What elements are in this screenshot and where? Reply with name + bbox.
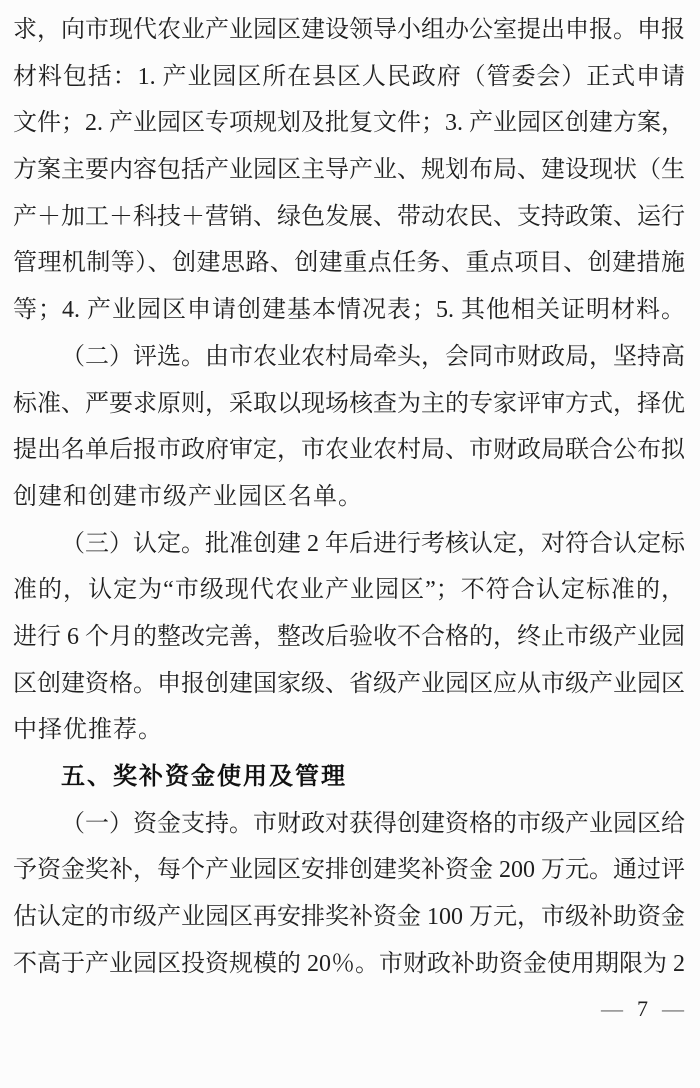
paragraph-start-line-rending: （三）认定。批准创建 2 年后进行考核认定，对符合认定标	[61, 530, 685, 557]
text-line: 材料包括：1. 产业园区所在县区人民政府（管委会）正式申请	[13, 63, 685, 90]
text-line: 产＋加工＋科技＋营销、绿色发展、带动农民、支持政策、运行	[13, 203, 685, 230]
text-line: 管理机制等）、创建思路、创建重点任务、重点项目、创建措施	[13, 250, 685, 277]
paragraph-start-line-pingxuan: （二）评选。由市农业农村局牵头，会同市财政局，坚持高	[61, 343, 685, 370]
footer-dash-right: —	[662, 996, 684, 1021]
text-line: 估认定的市级产业园区再安排奖补资金 100 万元，市级补助资金	[13, 904, 685, 931]
text-line: 进行 6 个月的整改完善，整改后验收不合格的，终止市级产业园	[13, 623, 685, 650]
footer-dash-left: —	[601, 996, 623, 1021]
page-footer	[601, 997, 684, 1021]
text-line: 区创建资格。申报创建国家级、省级产业园区应从市级产业园区	[13, 670, 685, 697]
text-line: 准的，认定为“市级现代农业产业园区”；不符合认定标准的，	[13, 577, 685, 604]
paragraph-end-line: 创建和创建市级产业园区名单。	[13, 483, 363, 510]
text-line: 求，向市现代农业产业园区建设领导小组办公室提出申报。申报	[13, 17, 685, 43]
text-line: 予资金奖补，每个产业园区安排创建奖补资金 200 万元。通过评	[13, 857, 685, 884]
paragraph-end-line: 中择优推荐。	[13, 717, 163, 744]
text-line: 提出名单后报市政府审定，市农业农村局、市财政局联合公布拟	[13, 437, 685, 464]
section-heading: 五、奖补资金使用及管理	[61, 763, 347, 790]
text-line: 文件；2. 产业园区专项规划及批复文件；3. 产业园区创建方案，	[13, 110, 685, 137]
page-number: 7	[637, 996, 648, 1021]
text-line: 等；4. 产业园区申请创建基本情况表；5. 其他相关证明材料。	[13, 297, 685, 324]
text-line: 标准、严要求原则，采取以现场核查为主的专家评审方式，择优	[13, 390, 685, 417]
text-line: 不高于产业园区投资规模的 20％。市财政补助资金使用期限为 2	[13, 950, 685, 977]
paragraph-start-line-zijin: （一）资金支持。市财政对获得创建资格的市级产业园区给	[61, 810, 685, 837]
text-line: 方案主要内容包括产业园区主导产业、规划布局、建设现状（生	[13, 157, 685, 184]
